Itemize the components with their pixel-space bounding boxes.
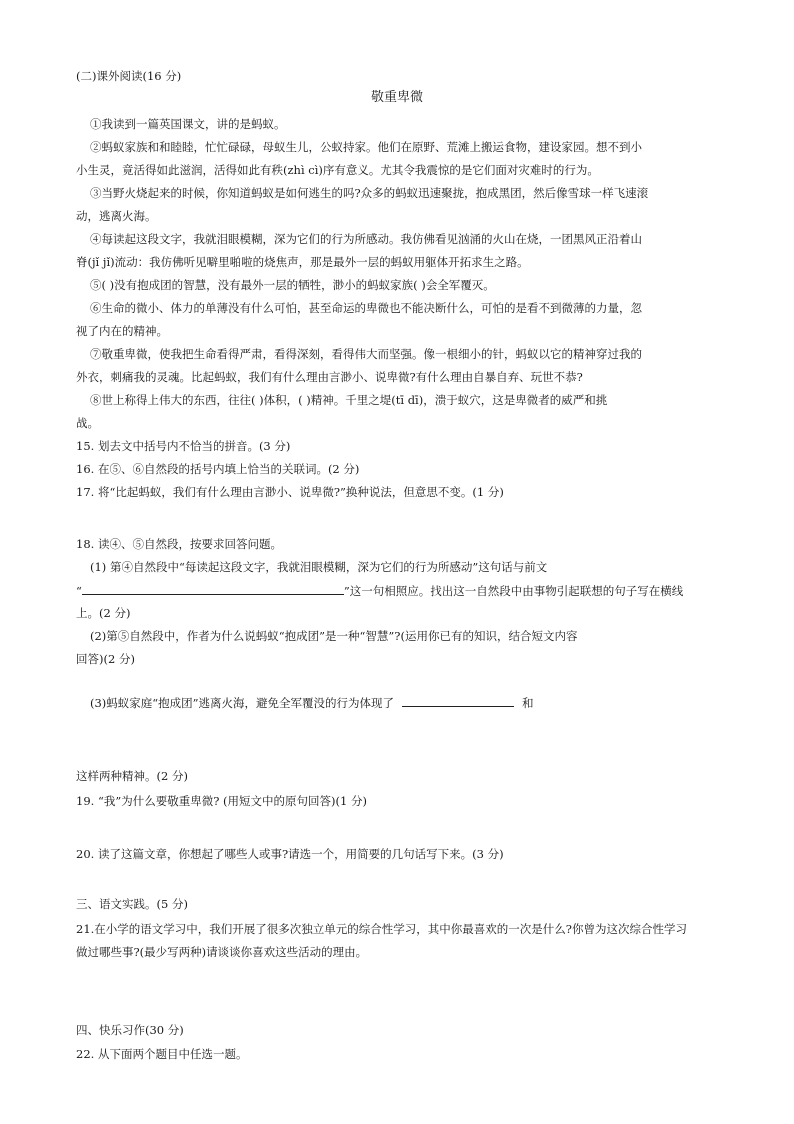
- paragraph-line: 小生灵，竟活得如此滋润，活得如此有秩(zhì cì)序有意义。尤其令我震惊的是它们面对灾难时的行为。: [76, 163, 599, 177]
- question-20: 20. 读了这篇文章，你想起了哪些人或事?请选一个，用简要的几句话写下来。(3 分): [76, 847, 504, 861]
- section-heading-practice: 三、语文实践。(5 分): [76, 897, 188, 911]
- paragraph-line: ⑦敬重卑微，使我把生命看得严肃，看得深刻，看得伟大而坚强。像一根细小的针，蚂蚁以它的精神穿过我的: [90, 347, 642, 361]
- article-title: 敬重卑微: [370, 90, 423, 105]
- answer-blank-18-3[interactable]: [402, 694, 514, 707]
- question-18: 18. 读④、⑤自然段，按要求回答问题。: [76, 537, 282, 551]
- question-18-1-tail: ”这一句相照应。找出这一自然段中由事物引起联想的句子写在横线: [343, 584, 684, 598]
- paragraph-line: ⑤( )没有抱成团的智慧，没有最外一层的牺牲，渺小的蚂蚁家族( )会全军覆灭。: [90, 278, 495, 292]
- paragraph-line: ③当野火烧起来的时候，你知道蚂蚁是如何逃生的吗?众多的蚂蚁迅速聚拢，抱成黑团，然后像雪球一样飞速滚: [90, 186, 649, 200]
- paragraph-line: ⑥生命的微小、体力的单薄没有什么可怕，甚至命运的卑微也不能决断什么，可怕的是看不到微薄的力量，忽: [90, 301, 642, 315]
- question-18-2-line2: 回答)(2 分): [76, 652, 135, 666]
- section-heading-reading: (二)课外阅读(16 分): [76, 69, 182, 83]
- question-16: 16. 在⑤、⑥自然段的括号内填上恰当的关联词。(2 分): [76, 462, 360, 476]
- question-18-1-line1: (1) 第④自然段中“每读起这段文字，我就泪眼模糊，深为它们的行为所感动”这句话与前文: [90, 560, 548, 574]
- open-quote: “: [76, 584, 82, 598]
- section-heading-writing: 四、快乐习作(30 分): [76, 1023, 184, 1037]
- question-18-2-line1: (2)第⑤自然段中，作者为什么说蚂蚁“抱成团”是一种“智慧”?(运用你已有的知识，结合短文内容: [90, 629, 578, 643]
- paragraph-line: ②蚂蚁家族和和睦睦，忙忙碌碌，母蚁生儿，公蚁持家。他们在原野、荒滩上搬运食物，建设家园。想不到小: [90, 140, 642, 154]
- question-18-3-and: 和: [522, 696, 534, 710]
- paragraph-line: ⑧世上称得上伟大的东西，往往( )体积，( )精神。千里之堤(tī dī)，溃于蚁穴，这是卑微者的威严和挑: [90, 393, 608, 407]
- question-21-line2: 做过哪些事?(最少写两种)请谈谈你喜欢这些活动的理由。: [76, 945, 368, 959]
- question-21-line1: 21.在小学的语文学习中，我们开展了很多次独立单元的综合性学习，其中你最喜欢的一次是什么?你曾为这次综合性学习: [76, 922, 687, 936]
- paragraph-line: ④每读起这段文字，我就泪眼模糊，深为它们的行为所感动。我仿佛看见汹涌的火山在烧，一团黑风正沿着山: [90, 232, 642, 246]
- paragraph-line: 战。: [76, 416, 99, 430]
- question-18-3-line1: [90, 694, 534, 711]
- question-19: 19. “我”为什么要敬重卑微? (用短文中的原句回答)(1 分): [76, 794, 367, 808]
- question-17: 17. 将“比起蚂蚁，我们有什么理由言渺小、说卑微?”换种说法，但意思不变。(1 分): [76, 485, 504, 499]
- question-18-3-text: (3)蚂蚁家庭“抱成团”逃离火海，避免全军覆没的行为体现了: [90, 696, 395, 710]
- paragraph-line: ①我读到一篇英国课文，讲的是蚂蚁。: [90, 117, 286, 131]
- question-18-3-line2: 这样两种精神。(2 分): [76, 769, 188, 783]
- paragraph-line: 脊(jǐ jǐ)流动：我仿佛听见噼里啪啦的烧焦声，那是最外一层的蚂蚁用躯体开拓求生之路。: [76, 255, 529, 269]
- paragraph-line: 外衣，刺痛我的灵魂。比起蚂蚁，我们有什么理由言渺小、说卑微?有什么理由自暴自弃、玩世不恭?: [76, 370, 583, 384]
- question-18-1-line3: 上。(2 分): [76, 606, 131, 620]
- paragraph-line: 动，逃离火海。: [76, 209, 157, 223]
- question-22: 22. 从下面两个题目中任选一题。: [76, 1047, 248, 1061]
- question-15: 15. 划去文中括号内不恰当的拼音。(3 分): [76, 439, 291, 453]
- answer-blank-18-1[interactable]: [82, 582, 344, 595]
- question-18-1-line2: [76, 582, 683, 599]
- paragraph-line: 视了内在的精神。: [76, 324, 168, 338]
